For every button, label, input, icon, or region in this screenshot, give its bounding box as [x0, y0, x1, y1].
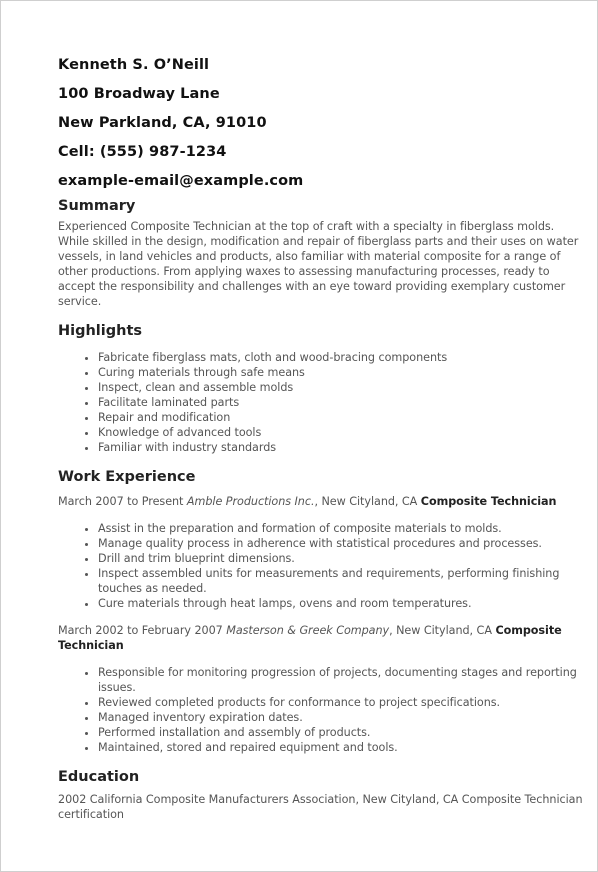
- job-title: Composite Technician: [58, 624, 562, 652]
- highlight-item: • Facilitate laminated parts: [98, 395, 588, 410]
- job-dates: March 2007 to Present: [58, 495, 187, 508]
- contact-name: Kenneth S. O’Neill: [58, 57, 210, 73]
- highlights-list: [58, 350, 588, 455]
- job-duties-list: [58, 521, 588, 611]
- highlight-item: • Familiar with industry standards: [98, 440, 588, 455]
- resume-content: [58, 53, 588, 822]
- contact-cell: Cell: (555) 987-1234: [58, 144, 227, 160]
- job-header: [58, 494, 588, 509]
- job-duty-item: • Maintained, stored and repaired equipment and tools.: [98, 740, 588, 755]
- job-company: Amble Productions Inc.: [186, 495, 315, 508]
- job-location: , New Cityland, CA: [314, 495, 421, 508]
- job-company: Masterson & Greek Company: [226, 624, 390, 637]
- education-section: [58, 767, 588, 822]
- job-duty-item: • Assist in the preparation and formation of composite materials to molds.: [98, 521, 588, 536]
- job-duty-item: • Manage quality process in adherence with statistical procedures and processes.: [98, 536, 588, 551]
- job-duty-item: • Inspect assembled units for measurements and requirements, performing finishing touches as needed.: [98, 566, 588, 596]
- job-entry: [58, 623, 588, 755]
- contact-block: [58, 53, 588, 198]
- summary-heading: Summary: [58, 198, 136, 214]
- education-text: 2002 California Composite Manufacturers Association, New Cityland, CA Composite Technician certification: [58, 793, 583, 821]
- highlight-item: • Inspect, clean and assemble molds: [98, 380, 588, 395]
- job-duty-item: • Responsible for monitoring progression of projects, documenting stages and reporting issues.: [98, 665, 588, 695]
- summary-text: Experienced Composite Technician at the top of craft with a specialty in fiberglass molds. While skilled in the design, modification and repair of fiberglass parts and their uses on water vessels, in land vehicles and products, also familiar with material composite for a range of other productions. From applying waxes to assessing manufacturing processes, ready to accept the responsibility and challenges with an eye toward providing exemplary customer service.: [58, 220, 579, 308]
- highlights-section: [58, 321, 588, 455]
- job-duties-list: [58, 665, 588, 755]
- highlight-item: • Curing materials through safe means: [98, 365, 588, 380]
- contact-address: 100 Broadway Lane: [58, 86, 220, 102]
- highlight-item: • Fabricate fiberglass mats, cloth and wood-bracing components: [98, 350, 588, 365]
- highlight-item: • Repair and modification: [98, 410, 588, 425]
- experience-heading: Work Experience: [58, 469, 196, 485]
- highlight-item: • Knowledge of advanced tools: [98, 425, 588, 440]
- summary-section: [58, 196, 588, 309]
- experience-section: [58, 467, 588, 755]
- job-duty-item: • Managed inventory expiration dates.: [98, 710, 588, 725]
- job-location: , New Cityland, CA: [389, 624, 496, 637]
- job-title: Composite Technician: [420, 495, 557, 508]
- job-duty-item: • Cure materials through heat lamps, ovens and room temperatures.: [98, 596, 588, 611]
- job-entry: [58, 494, 588, 611]
- highlights-heading: Highlights: [58, 323, 143, 339]
- job-duty-item: • Performed installation and assembly of products.: [98, 725, 588, 740]
- job-dates: March 2002 to February 2007: [58, 624, 227, 637]
- education-heading: Education: [58, 769, 140, 785]
- contact-city: New Parkland, CA, 91010: [58, 115, 267, 131]
- job-duty-item: • Drill and trim blueprint dimensions.: [98, 551, 588, 566]
- contact-email: example-email@example.com: [58, 173, 304, 189]
- job-duty-item: • Reviewed completed products for conformance to project specifications.: [98, 695, 588, 710]
- job-header: [58, 623, 588, 653]
